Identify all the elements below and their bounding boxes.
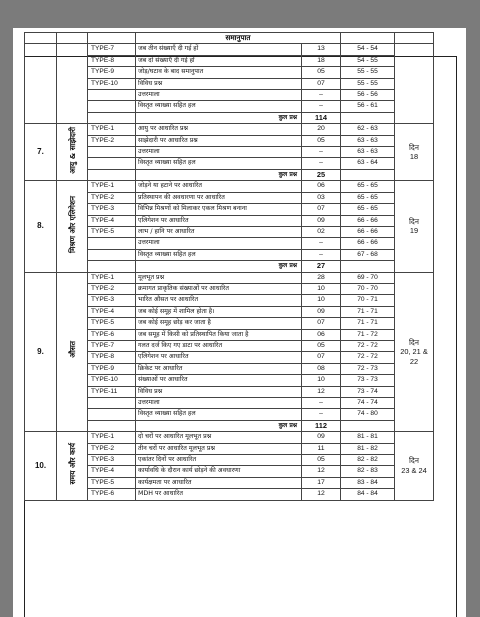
page-range: 74 - 80 [341,409,395,420]
total-questions-label: कुल प्रश्न [136,112,302,123]
type-label: TYPE-5 [88,226,136,237]
total-questions-label: कुल प्रश्न [136,169,302,180]
topic-description: आयु पर आधारित प्रश्न [136,124,302,135]
chapter-title-text: औसत [67,341,77,359]
question-count: 02 [302,226,341,237]
type-label: TYPE-1 [88,272,136,283]
page-range: 65 - 65 [341,204,395,215]
question-count: 08 [302,363,341,374]
topic-description: उत्तरमाला [136,398,302,409]
type-label: TYPE-10 [88,375,136,386]
type-label: TYPE-7 [88,340,136,351]
type-label: TYPE-11 [88,386,136,397]
topic-description: विविध प्रश्न [136,78,302,89]
topic-description: विस्तृत व्याख्या सहित हल [136,101,302,112]
topic-description: जब कोई समूह में शामिल होता है। [136,306,302,317]
page-range: 65 - 65 [341,192,395,203]
page-range: 63 - 64 [341,158,395,169]
question-count: 05 [302,340,341,351]
chapter-title [57,272,88,432]
chapter-title [57,44,88,124]
question-count: 07 [302,352,341,363]
question-count: 20 [302,124,341,135]
type-label: TYPE-4 [88,306,136,317]
chapter-title [57,124,88,181]
study-day [395,272,434,432]
type-label: TYPE-3 [88,455,136,466]
page-range: 66 - 66 [341,238,395,249]
header-blank-day [395,33,434,44]
type-label [88,398,136,409]
page-range: 81 - 82 [341,443,395,454]
type-label: TYPE-8 [88,55,136,66]
topic-description: विस्तृत व्याख्या सहित हल [136,409,302,420]
total-blank-pages [341,261,395,272]
page-range: 84 - 84 [341,489,395,500]
page-range: 73 - 74 [341,386,395,397]
total-blank-pages [341,420,395,431]
type-label: TYPE-2 [88,135,136,146]
topic-description: जोड़ने या हटाने पर आधारित [136,181,302,192]
topic-description: दो चरों पर आधारित मूलभूत प्रश्न [136,432,302,443]
study-day-numbers: 19 [409,226,419,236]
question-count: – [302,249,341,260]
study-day-word: दिन [409,142,419,152]
question-count: 09 [302,215,341,226]
total-blank-pages [341,169,395,180]
type-label: TYPE-1 [88,432,136,443]
type-label: TYPE-9 [88,67,136,78]
total-blank-type [88,169,136,180]
total-blank-type [88,261,136,272]
chapter-header-title: समानुपात [136,33,341,44]
chapter-title [57,432,88,500]
topic-description: उत्तरमाला [136,90,302,101]
question-count: 09 [302,432,341,443]
topic-description: विभिन्न मिश्रणों को मिलाकर एकल मिश्रण बनाना [136,204,302,215]
topic-description: एलिगेशन पर आधारित [136,352,302,363]
type-label: TYPE-8 [88,352,136,363]
total-questions-value: 27 [302,261,341,272]
chapter-title [57,181,88,272]
page-range: 70 - 70 [341,283,395,294]
chapter-number: 10. [25,432,57,500]
topic-description: लाभ / हानि पर आधारित [136,226,302,237]
page-range: 66 - 66 [341,215,395,226]
topic-description: विस्तृत व्याख्या सहित हल [136,249,302,260]
question-count: 12 [302,466,341,477]
question-count: 12 [302,489,341,500]
question-count: 07 [302,318,341,329]
page-range: 54 - 54 [341,44,395,55]
total-blank-type [88,420,136,431]
topic-description: क्रमागत प्राकृतिक संख्याओं पर आधारित [136,283,302,294]
topic-description: जब समूह में किसी को प्रतिस्थापित किया जाता है [136,329,302,340]
page-range: 66 - 66 [341,226,395,237]
header-blank-title [57,33,88,44]
topic-description: जब कोई समूह छोड़ कर जाता है [136,318,302,329]
topic-description: जोड़/घटाव के बाद समानुपात [136,67,302,78]
topic-description: तीन चरों पर आधारित मूलभूत प्रश्न [136,443,302,454]
study-day-word: दिन [409,216,419,226]
topic-description: कार्यक्षमता पर आधारित [136,477,302,488]
question-count: – [302,147,341,158]
question-count: – [302,409,341,420]
table-row [25,272,434,283]
type-label: TYPE-6 [88,489,136,500]
table-row [25,181,434,192]
page-range: 70 - 71 [341,295,395,306]
chapter-title-text: आयु & साझेदारी [67,126,77,174]
topic-description: भारित औसत पर आधारित [136,295,302,306]
total-questions-label: कुल प्रश्न [136,261,302,272]
total-blank-pages [341,112,395,123]
type-label [88,147,136,158]
header-row [25,33,434,44]
type-label: TYPE-6 [88,329,136,340]
question-count: 07 [302,78,341,89]
topic-description: मूलभूत प्रश्न [136,272,302,283]
type-label: TYPE-1 [88,124,136,135]
total-blank-type [88,112,136,123]
question-count: 12 [302,386,341,397]
study-day [395,124,434,181]
question-count: – [302,238,341,249]
total-questions-value: 25 [302,169,341,180]
total-questions-value: 114 [302,112,341,123]
study-day [395,181,434,272]
type-label [88,101,136,112]
question-count: – [302,398,341,409]
question-count: 05 [302,455,341,466]
question-count: – [302,101,341,112]
page-range: 81 - 81 [341,432,395,443]
type-label: TYPE-2 [88,283,136,294]
question-count: 05 [302,67,341,78]
topic-description: क्रिकेट पर आधारित [136,363,302,374]
page-range: 55 - 55 [341,67,395,78]
chapter-title-text: समय और कार्य [67,443,77,485]
topic-description: जब दो संख्याएँ दी गई हों [136,55,302,66]
question-count: 06 [302,181,341,192]
header-blank-type [88,33,136,44]
study-day-word: दिन [409,337,419,347]
page-range: 82 - 83 [341,466,395,477]
topic-description: विस्तृत व्याख्या सहित हल [136,158,302,169]
question-count: 13 [302,44,341,55]
page-range: 67 - 68 [341,249,395,260]
page-range: 71 - 71 [341,306,395,317]
question-count: 18 [302,55,341,66]
study-day-word: दिन [409,456,419,466]
page-range: 54 - 55 [341,55,395,66]
question-count: 10 [302,283,341,294]
topic-description: प्रतिस्थापन की अवधारणा पर आधारित [136,192,302,203]
table-row [25,44,434,55]
type-label: TYPE-3 [88,204,136,215]
page-range: 56 - 61 [341,101,395,112]
header-blank-number [25,33,57,44]
page-range: 74 - 74 [341,398,395,409]
type-label: TYPE-1 [88,181,136,192]
question-count: – [302,158,341,169]
page-range: 71 - 72 [341,329,395,340]
question-count: – [302,90,341,101]
study-day-numbers: 18 [409,152,419,162]
study-day [395,432,434,500]
topic-description: संख्याओं पर आधारित [136,375,302,386]
type-label [88,238,136,249]
topic-description: जब तीन संख्याएँ दी गई हों [136,44,302,55]
chapter-number: 9. [25,272,57,432]
topic-description: उत्तरमाला [136,147,302,158]
question-count: 03 [302,192,341,203]
page-range: 83 - 84 [341,477,395,488]
page-range: 65 - 65 [341,181,395,192]
total-questions-label: कुल प्रश्न [136,420,302,431]
type-label: TYPE-4 [88,215,136,226]
study-day-numbers: 20, 21 & 22 [400,347,428,366]
study-day [395,44,434,124]
page-range: 73 - 73 [341,375,395,386]
chapter-number: 7. [25,124,57,181]
topic-description: एलिगेशन पर आधारित [136,215,302,226]
table-row [25,432,434,443]
question-count: 09 [302,306,341,317]
type-label [88,409,136,420]
topic-description: उत्तरमाला [136,238,302,249]
question-count: 11 [302,443,341,454]
question-count: 05 [302,135,341,146]
type-label [88,158,136,169]
question-count: 07 [302,204,341,215]
chapter-number: 8. [25,181,57,272]
header-blank-pages [341,33,395,44]
topic-description: गलत दर्ज किए गए डाटा पर आधारित [136,340,302,351]
type-label: TYPE-9 [88,363,136,374]
chapter-number [25,44,57,124]
question-count: 10 [302,375,341,386]
type-label: TYPE-2 [88,443,136,454]
page-range: 63 - 63 [341,135,395,146]
topic-description: विविध प्रश्न [136,386,302,397]
page-range: 72 - 72 [341,352,395,363]
page-range: 82 - 82 [341,455,395,466]
topic-description: एकांतर दिनों पर आधारित [136,455,302,466]
page-range: 56 - 56 [341,90,395,101]
question-count: 17 [302,477,341,488]
type-label: TYPE-7 [88,44,136,55]
study-day-numbers: 23 & 24 [401,465,427,475]
page-range: 71 - 71 [341,318,395,329]
type-label: TYPE-3 [88,295,136,306]
question-count: 10 [302,295,341,306]
contents-table [24,32,434,501]
question-count: 06 [302,329,341,340]
chapter-title-text: मिश्रण और एलिगेशन [67,195,77,253]
page-range: 69 - 70 [341,272,395,283]
page-range: 55 - 55 [341,78,395,89]
page-range: 72 - 73 [341,363,395,374]
type-label: TYPE-5 [88,477,136,488]
topic-description: साझेदारी पर आधारित प्रश्न [136,135,302,146]
table-row [25,124,434,135]
total-questions-value: 112 [302,420,341,431]
type-label [88,249,136,260]
type-label [88,90,136,101]
type-label: TYPE-4 [88,466,136,477]
type-label: TYPE-2 [88,192,136,203]
type-label: TYPE-10 [88,78,136,89]
page-range: 62 - 63 [341,124,395,135]
type-label: TYPE-5 [88,318,136,329]
page-range: 72 - 72 [341,340,395,351]
question-count: 28 [302,272,341,283]
page-range: 63 - 63 [341,147,395,158]
topic-description: कार्यावधि के दौरान कार्य छोड़ने की अवधारणा [136,466,302,477]
topic-description: MDH पर आधारित [136,489,302,500]
